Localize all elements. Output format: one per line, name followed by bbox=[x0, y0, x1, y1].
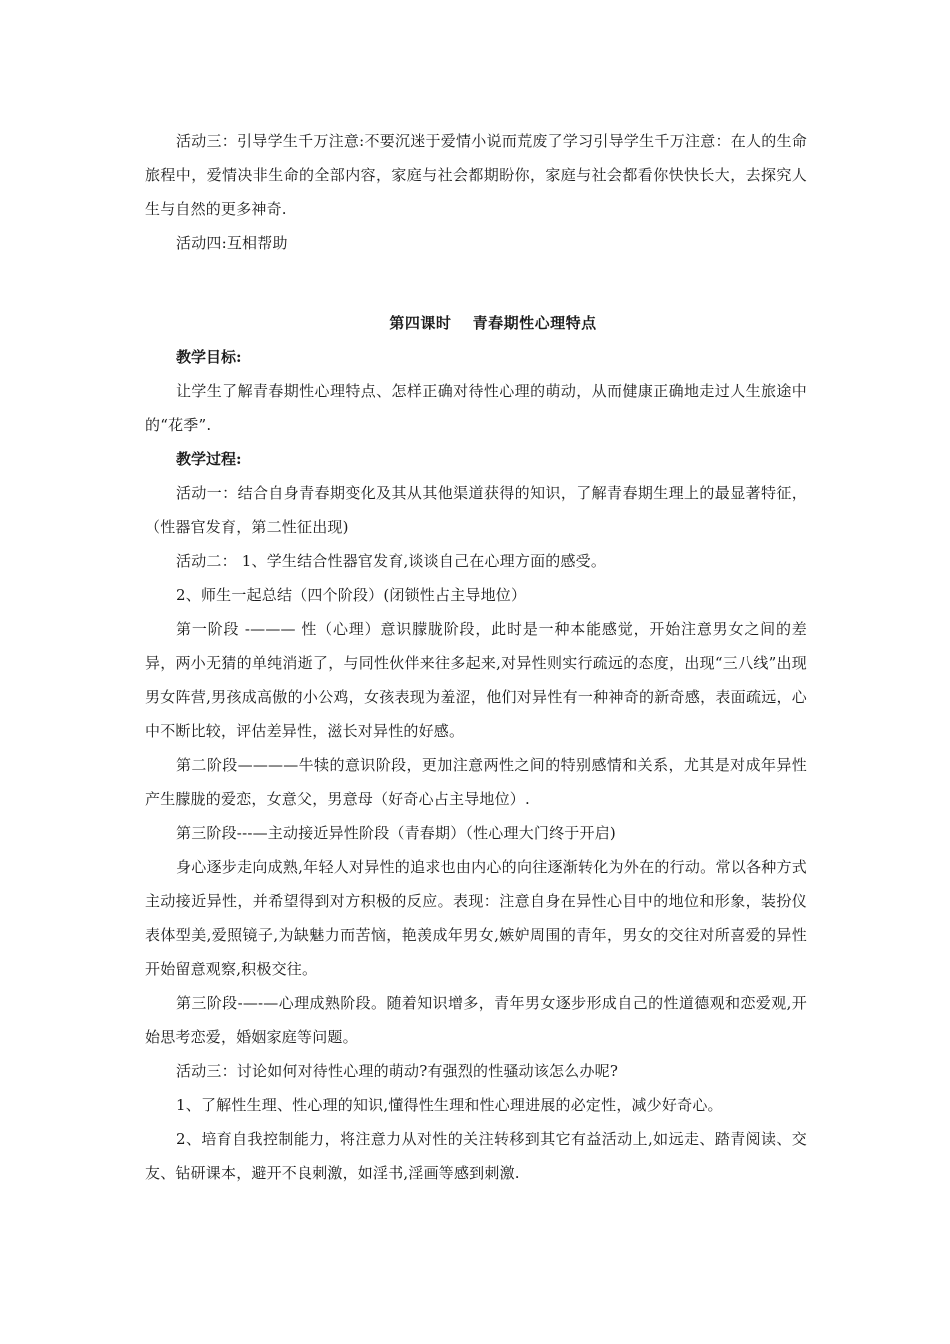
process-paragraph: 第一阶段 -——— 性（心理）意识朦胧阶段，此时是一种本能感觉，开始注意男女之间的差异，两小无猜的单纯消逝了，与同性伙伴来往多起来,对异性则实行疏远的态度，出现“三八线”出现男女阵营,男孩成高傲的小公鸡，女孩表现为羞涩，他们对异性有一种神奇的新奇感，表面疏远，心中不断比较，评估差异性，滋长对异性的好感。 bbox=[145, 620, 807, 740]
paragraph-activity-three-top: 活动三：引导学生千万注意:不要沉迷于爱情小说而荒废了学习引导学生千万注意：在人的生命旅程中，爱情决非生命的全部内容，家庭与社会都期盼你，家庭与社会都看你快快长大，去探究人生与自然的更多神奇. bbox=[145, 132, 807, 218]
paragraph-activity-four: 活动四:互相帮助 bbox=[176, 234, 288, 252]
document-page bbox=[145, 124, 807, 1190]
process-paragraph: 第二阶段————牛犊的意识阶段，更加注意两性之间的特别感情和关系，尤其是对成年异性产生朦胧的爱恋，女意父，男意母（好奇心占主导地位）. bbox=[145, 756, 807, 808]
process-paragraph: 第三阶段---—主动接近异性阶段（青春期）（性心理大门终于开启) bbox=[176, 824, 616, 842]
goal-heading: 教学目标: bbox=[176, 348, 242, 366]
process-paragraph: 活动一：结合自身青春期变化及其从其他渠道获得的知识，了解青春期生理上的最显著特征，（性器官发育，第二性征出现) bbox=[145, 484, 807, 536]
goal-text: 让学生了解青春期性心理特点、怎样正确对待性心理的萌动，从而健康正确地走过人生旅途中的“花季”. bbox=[145, 382, 807, 434]
process-paragraph: 活动二： 1、学生结合性器官发育,谈谈自己在心理方面的感受。 bbox=[176, 552, 607, 570]
process-paragraph: 2、培育自我控制能力，将注意力从对性的关注转移到其它有益活动上,如远走、踏青阅读、交友、钻研课本，避开不良刺激，如淫书,淫画等感到刺激. bbox=[145, 1130, 807, 1182]
lesson-title: 第四课时 青春期性心理特点 bbox=[389, 314, 597, 332]
process-heading: 教学过程: bbox=[176, 450, 242, 468]
process-paragraph: 1、了解性生理、性心理的知识,懂得性生理和性心理进展的必定性，减少好奇心。 bbox=[176, 1096, 723, 1114]
process-paragraph: 2、师生一起总结（四个阶段）(闭锁性占主导地位） bbox=[176, 586, 527, 604]
process-paragraph: 第三阶段-—-—心理成熟阶段。随着知识增多，青年男女逐步形成自己的性道德观和恋爱观,开始思考恋爱，婚姻家庭等问题。 bbox=[145, 994, 807, 1046]
process-paragraph: 身心逐步走向成熟,年轻人对异性的追求也由内心的向往逐渐转化为外在的行动。常以各种方式主动接近异性，并希望得到对方积极的反应。表现：注意自身在异性心目中的地位和形象，装扮仪表体型美,爱照镜子,为缺魅力而苦恼，艳羡成年男女,嫉妒周围的青年，男女的交往对所喜爱的异性开始留意观察,积极交往。 bbox=[145, 858, 807, 978]
process-paragraph: 活动三：讨论如何对待性心理的萌动?有强烈的性骚动该怎么办呢? bbox=[176, 1062, 619, 1080]
